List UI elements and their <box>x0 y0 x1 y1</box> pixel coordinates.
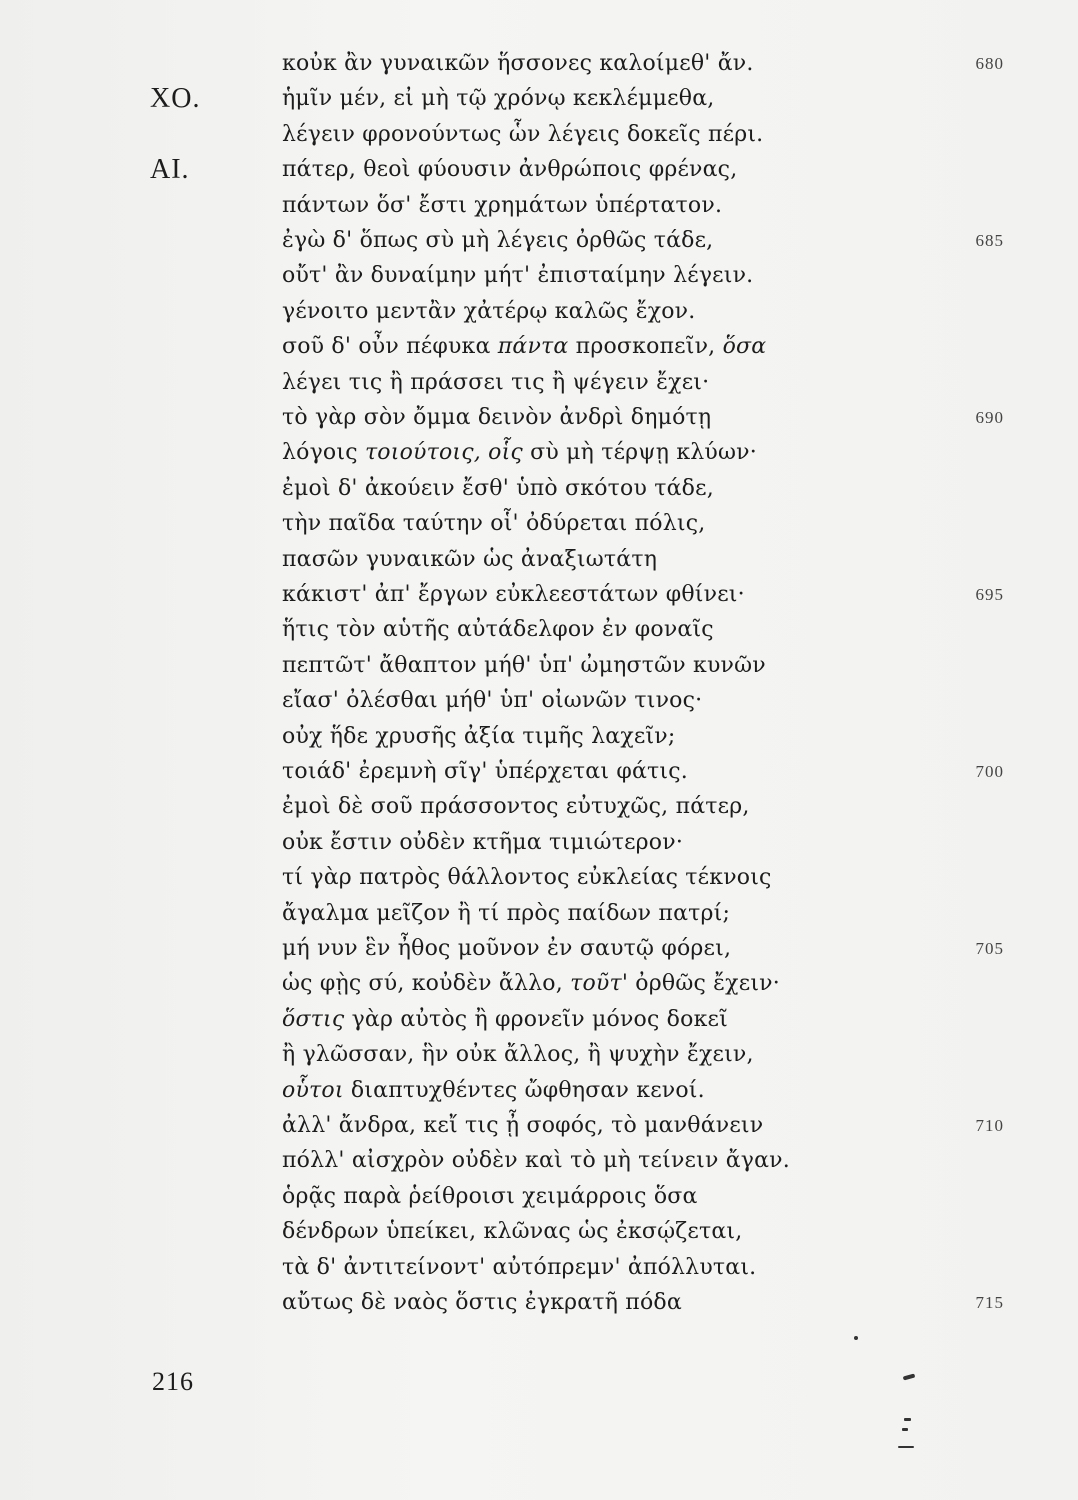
verse-text-segment: ὀρθῶς ἔχειν· <box>628 971 780 997</box>
verse-line <box>0 542 1078 578</box>
verse-text <box>282 931 731 967</box>
ink-speck <box>904 1418 911 1421</box>
verse-text-segment: τὰ δ' ἀντιτείνοντ' αὐτόπρεμν' ἀπόλλυται. <box>282 1254 757 1280</box>
verse-text-segment: πόλλ' αἰσχρὸν οὐδὲν καὶ τὸ μὴ τείνειν ἄγαν. <box>282 1148 790 1174</box>
verse-text-segment: ἐγὼ δ' ὅπως σὺ μὴ λέγεις ὀρθῶς τάδε, <box>282 228 714 253</box>
verse-text-segment: σοῦ δ' οὖν πέφυκα <box>282 334 498 360</box>
verse-text <box>282 188 722 224</box>
line-number: 700 <box>975 762 1004 781</box>
verse-text <box>282 435 757 471</box>
verse-text-segment: διαπτυχθέντες ὤφθησαν κενοί. <box>343 1077 705 1103</box>
verse-text <box>282 896 730 932</box>
verse-text <box>282 1002 728 1038</box>
verse-line <box>0 81 1078 117</box>
verse-text <box>282 648 766 684</box>
verse-text-segment: τὴν παῖδα ταύτην οἷ' ὀδύρεται πόλις, <box>282 511 706 537</box>
verse-line <box>0 329 1078 365</box>
speaker-label: ΧΟ. <box>150 83 201 115</box>
verse-text-segment: πάτερ, θεοὶ φύουσιν ἀνθρώποις φρένας, <box>282 157 738 183</box>
verse-line <box>0 577 1078 613</box>
verse-line <box>0 612 1078 648</box>
verse-text-segment: πεπτῶτ' ἄθαπτον μήθ' ὑπ' ὠμηστῶν κυνῶν <box>282 652 766 678</box>
verse-text <box>282 152 737 188</box>
verse-line <box>0 1108 1078 1144</box>
verse-text <box>282 506 705 542</box>
verse-text <box>282 1143 790 1179</box>
verse-line <box>0 1002 1078 1038</box>
verse-line <box>0 1285 1078 1321</box>
verse-text <box>282 258 753 294</box>
verse-line <box>0 931 1078 967</box>
verse-text-segment: προσκοπεῖν, <box>568 334 723 360</box>
verse-text-segment: ἥτις τὸν αὑτῆς αὐτάδελφον ἐν φοναῖς <box>282 617 714 643</box>
verse-text-italic: ὅστις <box>282 1006 345 1032</box>
verse-text-segment: γὰρ αὐτὸς ἢ φρονεῖν μόνος δοκεῖ <box>344 1006 728 1032</box>
speaker-label: ΑΙ. <box>150 154 190 186</box>
verse-text <box>282 1108 763 1144</box>
line-number: 695 <box>975 585 1004 604</box>
verse-line <box>0 719 1078 755</box>
verse-text <box>282 683 702 719</box>
verse-line <box>0 152 1078 188</box>
verse-text <box>282 223 713 259</box>
line-number: 715 <box>975 1293 1004 1312</box>
line-number: 710 <box>975 1116 1004 1135</box>
verse-text <box>282 1037 754 1073</box>
verse-text-segment: μή νυν ἓν ἦθος μοῦνον ἐν σαυτῷ φόρει, <box>282 936 732 961</box>
verse-line <box>0 1073 1078 1109</box>
verse-text-segment: σὺ μὴ τέρψῃ κλύων· <box>522 440 757 466</box>
verse-text-segment: λόγοις <box>282 440 365 466</box>
verse-text <box>282 46 754 82</box>
verse-line <box>0 1037 1078 1073</box>
verse-line <box>0 435 1078 471</box>
verse-line <box>0 1214 1078 1250</box>
verse-text <box>282 294 695 330</box>
verse-text <box>282 542 657 578</box>
ink-speck <box>898 1446 914 1448</box>
verse-text-segment: δένδρων ὑπείκει, κλῶνας ὡς ἐκσῴζεται, <box>282 1219 743 1245</box>
verse-text-segment: γένοιτο μεντἂν χἀτέρῳ καλῶς ἔχον. <box>282 298 696 324</box>
verse-text-segment: ὁρᾷς παρὰ ῥείθροισι χειμάρροις ὅσα <box>282 1183 698 1209</box>
verse-text <box>282 1250 756 1286</box>
verse-line <box>0 1143 1078 1179</box>
verse-text-segment: κάκιστ' ἀπ' ἔργων εὐκλεεστάτων φθίνει· <box>282 582 745 607</box>
verse-text-segment: εἴασ' ὀλέσθαι μήθ' ὑπ' οἰωνῶν τινος· <box>282 688 703 714</box>
verse-text <box>282 329 766 365</box>
verse-text-segment: πασῶν γυναικῶν ὡς ἀναξιωτάτη <box>282 546 658 572</box>
line-number: 685 <box>975 231 1004 250</box>
verse-text-segment: τί γὰρ πατρὸς θάλλοντος εὐκλείας τέκνοις <box>282 865 772 891</box>
verse-text-segment: ἀλλ' ἄνδρα, κεἴ τις ᾖ σοφός, τὸ μανθάνειν <box>282 1113 764 1138</box>
verse-text <box>282 577 745 613</box>
verse-text <box>282 966 780 1002</box>
page-number: 216 <box>152 1367 194 1396</box>
verse-line <box>0 789 1078 825</box>
verse-text-segment: ἐμοὶ δ' ἀκούειν ἔσθ' ὑπὸ σκότου τάδε, <box>282 475 714 501</box>
verse-text-segment: κοὐκ ἂν γυναικῶν ἥσσονες καλοίμεθ' ἄν. <box>282 51 754 76</box>
verse-line <box>0 258 1078 294</box>
verse-text-segment: ὡς φῂς σύ, κοὐδὲν ἄλλο, <box>282 971 571 997</box>
line-number: 690 <box>975 408 1004 427</box>
verse-line <box>0 117 1078 153</box>
verse-text-segment: ἄγαλμα μεῖζον ἢ τί πρὸς παίδων πατρί; <box>282 900 731 926</box>
verse-text <box>282 400 711 436</box>
verse-text <box>282 612 714 648</box>
verse-text-segment: οὐχ ἥδε χρυσῆς ἀξία τιμῆς λαχεῖν; <box>282 723 676 749</box>
verse-text-segment: λέγει τις ἢ πράσσει τις ἢ ψέγειν ἔχει· <box>282 369 710 395</box>
verse-text-italic: τοῦτ' <box>570 971 629 997</box>
verse-line <box>0 1179 1078 1215</box>
ink-speck <box>902 1428 908 1431</box>
verse-line <box>0 648 1078 684</box>
line-number: 680 <box>975 54 1004 73</box>
verse-line <box>0 860 1078 896</box>
verse-line <box>0 365 1078 401</box>
verse-line <box>0 896 1078 932</box>
verse-text <box>282 754 688 790</box>
verse-text-segment: οὐκ ἔστιν οὐδὲν κτῆμα τιμιώτερον· <box>282 829 684 855</box>
ink-speck <box>903 1374 916 1381</box>
verse-line <box>0 966 1078 1002</box>
verse-line <box>0 506 1078 542</box>
verse-text-segment: τὸ γὰρ σὸν ὄμμα δεινὸν ἀνδρὶ δημότῃ <box>282 405 712 430</box>
verse-line <box>0 223 1078 259</box>
ink-speck <box>854 1336 858 1340</box>
verse-text <box>282 471 714 507</box>
verse-text <box>282 825 683 861</box>
verse-line <box>0 294 1078 330</box>
verse-line <box>0 188 1078 224</box>
verse-text <box>282 1073 705 1109</box>
verse-text-italic: πάντα <box>497 334 569 360</box>
verse-text-segment: λέγειν φρονούντως ὧν λέγεις δοκεῖς πέρι. <box>282 121 764 147</box>
verse-text <box>282 719 676 755</box>
verse-text-segment: οὔτ' ἂν δυναίμην μήτ' ἐπισταίμην λέγειν. <box>282 263 754 289</box>
verse-text <box>282 117 763 153</box>
verse-text-italic: ὅσα <box>722 334 767 360</box>
verse-line <box>0 683 1078 719</box>
verse-text <box>282 1214 742 1250</box>
verse-line <box>0 46 1078 82</box>
verse-text <box>282 365 709 401</box>
verse-line <box>0 400 1078 436</box>
line-number: 705 <box>975 939 1004 958</box>
verse-text-segment: ἐμοὶ δὲ σοῦ πράσσοντος εὐτυχῶς, πάτερ, <box>282 794 750 820</box>
verse-line <box>0 825 1078 861</box>
verse-text-segment: ἢ γλῶσσαν, ἣν οὐκ ἄλλος, ἢ ψυχὴν ἔχειν, <box>282 1042 754 1068</box>
verse-text <box>282 1285 682 1321</box>
verse-text-segment: αὔτως δὲ ναὸς ὅστις ἐγκρατῆ πόδα <box>282 1290 682 1315</box>
verse-text-italic: τοιούτοις, οἷς <box>364 440 523 466</box>
verse-line <box>0 471 1078 507</box>
verse-text <box>282 81 714 117</box>
verse-line <box>0 1250 1078 1286</box>
verse-text <box>282 789 750 825</box>
verse-text-segment: τοιάδ' ἐρεμνὴ σῖγ' ὑπέρχεται φάτις. <box>282 759 688 784</box>
verse-text <box>282 1179 698 1215</box>
verse-text <box>282 860 772 896</box>
verse-line <box>0 754 1078 790</box>
verse-text-segment: ἡμῖν μέν, εἰ μὴ τῷ χρόνῳ κεκλέμμεθα, <box>282 86 715 112</box>
verse-text-segment: πάντων ὅσ' ἔστι χρημάτων ὑπέρτατον. <box>282 192 723 218</box>
verse-text-italic: οὗτοι <box>282 1077 344 1103</box>
